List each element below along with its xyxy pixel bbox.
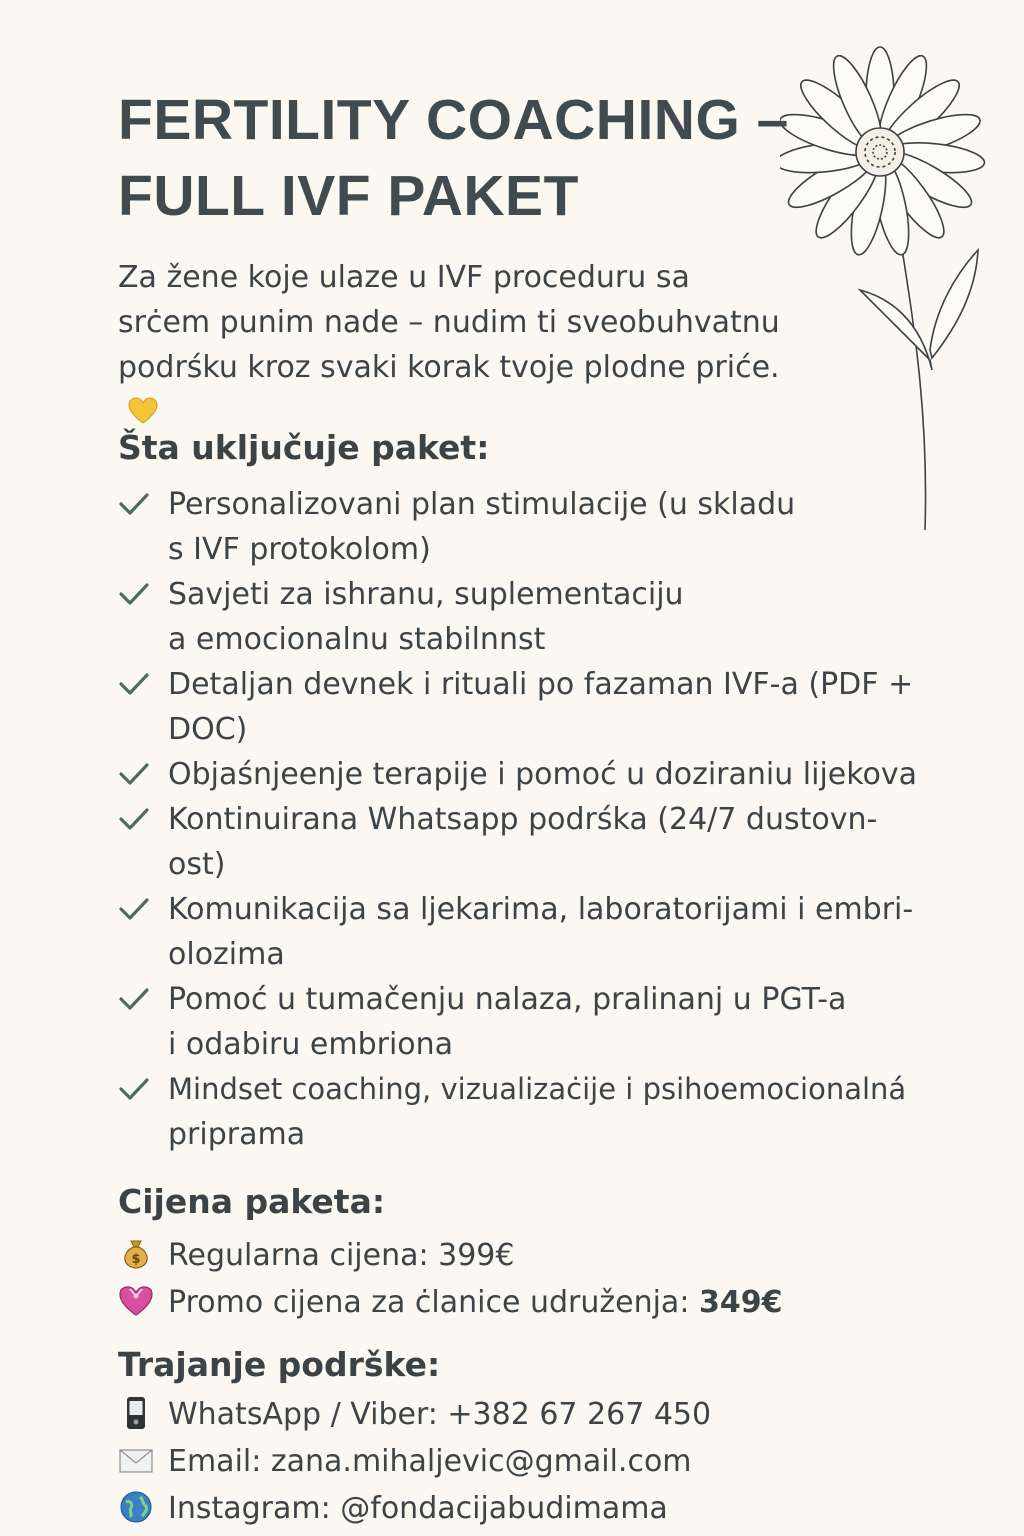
page-title xyxy=(118,82,818,234)
list-item xyxy=(118,887,998,977)
title-line-2: FULL IVF PAKET xyxy=(118,164,579,228)
check-icon xyxy=(118,490,150,518)
money-bag-icon xyxy=(118,1237,154,1271)
check-icon xyxy=(118,985,150,1013)
list-item-line: Komunikacija sa ljekarima, laboratorijami i embri- xyxy=(168,892,914,927)
mobile-phone-icon xyxy=(118,1396,154,1430)
intro-line-2: srċem punim nade – nudim ti sveobuhvatnu xyxy=(118,305,780,340)
check-icon xyxy=(118,805,150,833)
list-item xyxy=(118,797,998,887)
instagram-row xyxy=(118,1486,668,1532)
title-line-1: FERTILITY COACHING – xyxy=(118,88,789,152)
list-item-line: i odabiru embriona xyxy=(168,1027,454,1062)
instagram-text: Instagram: @fondacijabudimama xyxy=(168,1491,668,1526)
promo-price-value: 349€ xyxy=(698,1285,783,1320)
intro-line-3-text: podrśku kroz svaki korak tvoje plodne priće. xyxy=(118,350,780,385)
phone-text: WhatsApp / Viber: +382 67 267 450 xyxy=(168,1397,712,1432)
email-text: Email: zana.mihaljevic@gmail.com xyxy=(168,1444,692,1479)
globe-icon xyxy=(118,1490,154,1524)
list-item-line: Pomoć u tumačenju nalaza, pralinanj u PGT-a xyxy=(168,982,847,1017)
check-icon xyxy=(118,580,150,608)
list-item-line: Mindset coaching, vizualizaċije i psihoemocionalná xyxy=(168,1072,907,1106)
list-item-line: s IVF protokolom) xyxy=(168,532,431,567)
list-item xyxy=(118,977,998,1067)
package-list xyxy=(118,482,998,1157)
list-item-line: Personalizovani plan stimulacije (u skladu xyxy=(168,487,796,522)
heart-with-ribbon-icon xyxy=(118,1284,154,1318)
price-heading: Cijena paketa: xyxy=(118,1182,386,1221)
list-item xyxy=(118,482,998,572)
phone-row xyxy=(118,1392,711,1438)
list-item-line: ost) xyxy=(168,847,226,882)
envelope-icon xyxy=(118,1443,154,1477)
list-item-line: Objaśnjeenje terapije i pomoć u doziraniu lijekova xyxy=(168,757,918,792)
list-item-line: olozima xyxy=(168,937,285,972)
regular-price: Regularna cijena: 399€ xyxy=(168,1238,515,1273)
list-item-line: Detaljan devnek i rituali po fazaman IVF-a (PDF + xyxy=(168,667,914,702)
intro-line-3 xyxy=(118,345,878,435)
regular-price-row xyxy=(118,1233,514,1279)
intro-line-1: Za žene koje ulaze u IVF proceduru sa xyxy=(118,260,690,295)
list-item-line: Kontinuirana Whatsapp podrśka (24/7 dustovn- xyxy=(168,802,878,837)
check-icon xyxy=(118,670,150,698)
list-item xyxy=(118,572,998,662)
list-item xyxy=(118,662,998,752)
promo-price-label: Promo cijena za ċlanice udruženja: xyxy=(168,1285,699,1320)
intro-text xyxy=(118,255,878,435)
check-icon xyxy=(118,760,150,788)
list-item xyxy=(118,1067,998,1157)
check-icon xyxy=(118,1075,150,1103)
check-icon xyxy=(118,895,150,923)
package-heading: Šta uključuje paket: xyxy=(118,428,490,467)
promo-price-row xyxy=(118,1280,782,1326)
list-item xyxy=(118,752,998,797)
yellow-heart-icon xyxy=(128,397,158,425)
list-item-line: priprama xyxy=(168,1117,306,1152)
list-item-line: Savjeti za ishranu, suplementaciju xyxy=(168,577,684,612)
list-item-line: DOC) xyxy=(168,712,248,747)
email-row xyxy=(118,1439,692,1485)
list-item-line: a emocionalnu stabilnnst xyxy=(168,622,546,657)
support-heading: Trajanje podrške: xyxy=(118,1345,441,1384)
svg-text:$: $ xyxy=(131,1252,141,1267)
